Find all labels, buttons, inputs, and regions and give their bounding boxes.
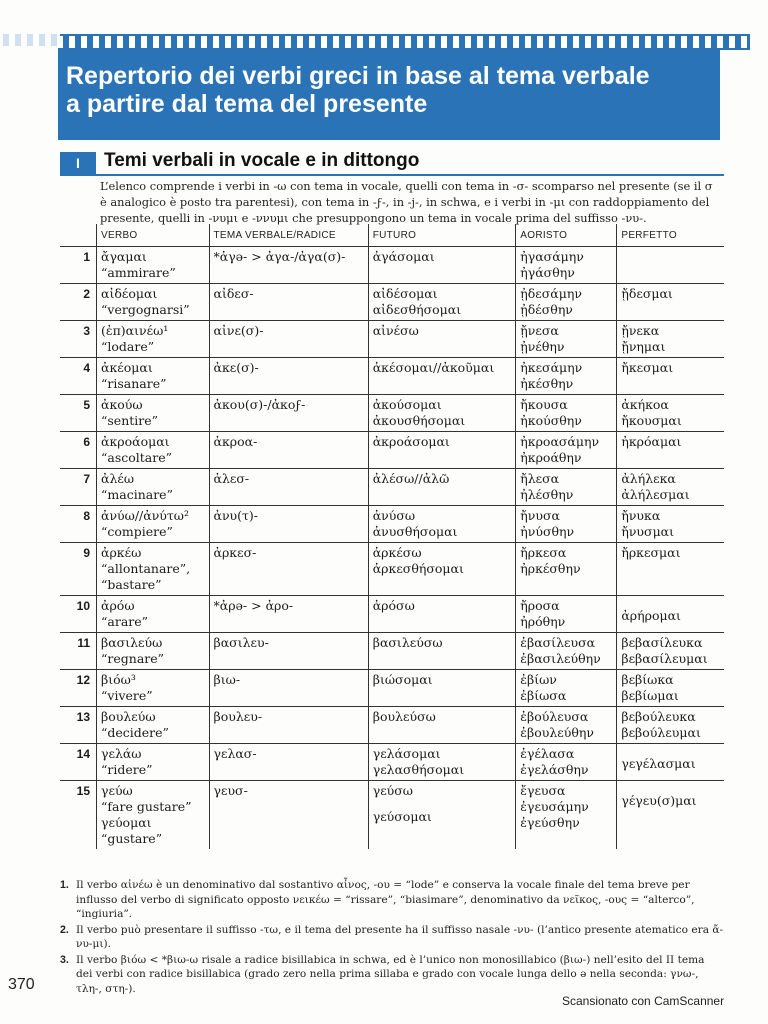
table-row <box>60 744 724 781</box>
cell-aoristo <box>516 284 617 321</box>
table-row <box>60 358 724 395</box>
cell-futuro <box>368 358 516 395</box>
cell-line: ἠρόθην <box>520 614 566 629</box>
cell-line: “lodare” <box>101 339 155 354</box>
cell-aoristo <box>516 707 617 744</box>
cell-line: βιόω³ <box>101 672 136 687</box>
cell-line: βεβασίλευμαι <box>621 651 708 666</box>
cell-tema <box>209 321 368 358</box>
cell-verbo <box>97 469 210 506</box>
section-number-badge: I <box>60 152 96 174</box>
cell-line: ἀκροάσομαι <box>372 434 450 449</box>
footnote <box>60 923 724 952</box>
table-row <box>60 469 724 506</box>
cell-line: ᾐδέσθην <box>520 302 573 317</box>
row-number: 2 <box>60 284 97 321</box>
cell-line: ἠκροάθην <box>520 450 582 465</box>
cell-line: “gustare” <box>101 831 163 846</box>
cell-line: ᾔνεσα <box>520 323 559 338</box>
cell-verbo <box>97 506 210 543</box>
cell-line: ᾔνημαι <box>621 339 666 354</box>
cell-line: αἰνε(σ)- <box>213 323 264 338</box>
cell-aoristo <box>516 358 617 395</box>
cell-line: βουλεύσω <box>372 709 436 724</box>
row-number: 10 <box>60 596 97 633</box>
cell-perfetto <box>617 506 724 543</box>
table-row <box>60 707 724 744</box>
table-row <box>60 596 724 633</box>
cell-line: γευσ- <box>213 783 248 798</box>
cell-line: ἀλέσω//ἀλῶ <box>372 471 450 486</box>
cell-perfetto <box>617 543 724 596</box>
verb-table <box>60 224 724 849</box>
table-row <box>60 321 724 358</box>
cell-line: ἠρκέσθην <box>520 561 581 576</box>
cell-perfetto <box>617 596 724 633</box>
table-header-cell: TEMA VERBALE/RADICE <box>209 224 368 247</box>
cell-aoristo <box>516 247 617 284</box>
footnote <box>60 878 724 922</box>
cell-line: ἐβουλεύθην <box>520 725 594 740</box>
cell-line: βεβασίλευκα <box>621 635 703 650</box>
row-number: 15 <box>60 781 97 850</box>
footnote-text: Il verbo βιόω < *βιω-ω risale a radice bisillabica in schwa, ed è l’unico non monosillabico (βιω-) nell’esito del II tema dei verbi con radice bisillabica (grado zero nella prima sillaba e grado con vocale lunga dello ə nella seconda: γνω-, τλη-, στη-). <box>76 953 705 995</box>
cell-line: βουλευ- <box>213 709 263 724</box>
cell-perfetto <box>617 744 724 781</box>
cell-line: γεύσω <box>372 783 413 798</box>
table-header-cell <box>60 224 97 247</box>
cell-line: ἀκέομαι <box>101 360 153 375</box>
cell-tema <box>209 596 368 633</box>
cell-spacer <box>621 783 720 793</box>
cell-line: ἀγάσομαι <box>372 249 435 264</box>
cell-perfetto <box>617 469 724 506</box>
table-row <box>60 284 724 321</box>
cell-line: βασιλευ- <box>213 635 269 650</box>
cell-futuro <box>368 633 516 670</box>
cell-line: “decidere” <box>101 725 169 740</box>
cell-line: “macinare” <box>101 487 173 502</box>
cell-line: γελάω <box>101 746 142 761</box>
cell-aoristo <box>516 321 617 358</box>
cell-line: ἀνύω//ἀνύτω² <box>101 508 190 523</box>
cell-line: ἀρήρομαι <box>621 608 681 623</box>
page-number: 370 <box>8 976 35 993</box>
cell-line: ἤνυκα <box>621 508 661 523</box>
cell-line: ἤνυσμαι <box>621 524 675 539</box>
cell-line: ἤροσα <box>520 598 560 613</box>
table-row <box>60 633 724 670</box>
cell-line: αἰδέσομαι <box>372 286 438 301</box>
cell-perfetto <box>617 633 724 670</box>
cell-aoristo <box>516 633 617 670</box>
cell-tema <box>209 744 368 781</box>
cell-line: ἐγευσάμην <box>520 799 589 814</box>
cell-aoristo <box>516 395 617 432</box>
cell-verbo <box>97 284 210 321</box>
footnote-number: 2. <box>60 923 69 936</box>
cell-line: *ἀγə- > ἀγα-/ἀγα(σ)- <box>213 249 346 264</box>
cell-line: “risanare” <box>101 376 167 391</box>
cell-line: αἰνέσω <box>372 323 419 338</box>
cell-line: ἠγασάμην <box>520 249 584 264</box>
cell-aoristo <box>516 469 617 506</box>
cell-line: βεβίωμαι <box>621 688 679 703</box>
cell-tema <box>209 469 368 506</box>
cell-aoristo <box>516 781 617 850</box>
cell-futuro <box>368 284 516 321</box>
banner-title-line2: a partire dal tema del presente <box>66 90 428 118</box>
cell-line: ἐγελάσθην <box>520 762 589 777</box>
cell-line: ἀνυ(τ)- <box>213 508 259 523</box>
meander-border-left <box>0 34 60 46</box>
cell-verbo <box>97 543 210 596</box>
cell-line: ἀνύσω <box>372 508 416 523</box>
table-row <box>60 432 724 469</box>
cell-spacer <box>373 799 512 809</box>
cell-tema <box>209 247 368 284</box>
cell-line: “regnare” <box>101 651 165 666</box>
cell-line: ᾐδεσάμην <box>520 286 582 301</box>
cell-line: ᾔνεκα <box>621 323 660 338</box>
row-number: 1 <box>60 247 97 284</box>
cell-futuro <box>368 543 516 596</box>
cell-line: ἀκήκοα <box>621 397 669 412</box>
cell-line: ἤκουσα <box>520 397 568 412</box>
banner-title-line1: Repertorio dei verbi greci in base al tema verbale <box>66 62 650 90</box>
cell-line: ἀκε(σ)- <box>213 360 259 375</box>
cell-line: “allontanare”, <box>101 561 191 576</box>
table-row <box>60 670 724 707</box>
cell-verbo <box>97 432 210 469</box>
cell-verbo <box>97 707 210 744</box>
cell-line: ἤκεσμαι <box>621 360 674 375</box>
cell-line: ἀρόσω <box>372 598 415 613</box>
cell-tema <box>209 670 368 707</box>
cell-line: ἀκου(σ)-/ἀκοϝ- <box>213 397 306 412</box>
cell-line: ἀκούσομαι <box>372 397 442 412</box>
cell-line: ἐγέλασα <box>520 746 575 761</box>
cell-line: ἠκούσθην <box>520 413 582 428</box>
cell-futuro <box>368 596 516 633</box>
cell-line: ἠκέσθην <box>520 376 574 391</box>
row-number: 8 <box>60 506 97 543</box>
cell-line: αἰδέομαι <box>101 286 158 301</box>
cell-line: ἀκούω <box>101 397 143 412</box>
table-row <box>60 395 724 432</box>
table-row <box>60 781 724 850</box>
cell-futuro <box>368 395 516 432</box>
cell-tema <box>209 543 368 596</box>
cell-line: ἀκέσομαι//ἀκοῦμαι <box>372 360 495 375</box>
cell-verbo <box>97 633 210 670</box>
cell-line: ἐβασιλεύθην <box>520 651 601 666</box>
cell-line: γεγέλασμαι <box>621 756 696 771</box>
cell-line: ἐβίωσα <box>520 688 567 703</box>
cell-perfetto <box>617 395 724 432</box>
cell-line: ᾐνέθην <box>520 339 565 354</box>
cell-line: γελασθήσομαι <box>372 762 465 777</box>
row-number: 14 <box>60 744 97 781</box>
cell-line: γεύομαι <box>101 815 152 830</box>
row-number: 7 <box>60 469 97 506</box>
cell-line: ἄγαμαι <box>101 249 147 264</box>
table-header-cell: VERBO <box>97 224 210 247</box>
table-row <box>60 247 724 284</box>
cell-perfetto <box>617 358 724 395</box>
cell-tema <box>209 432 368 469</box>
cell-line: ἀκουσθήσομαι <box>372 413 466 428</box>
cell-verbo <box>97 321 210 358</box>
row-number: 3 <box>60 321 97 358</box>
cell-line: ἤνυσα <box>520 508 560 523</box>
cell-perfetto <box>617 781 724 850</box>
cell-tema <box>209 781 368 850</box>
cell-spacer <box>621 598 720 608</box>
cell-line: ἀρκεσ- <box>213 545 257 560</box>
cell-tema <box>209 284 368 321</box>
cell-line: βασιλεύω <box>101 635 163 650</box>
cell-line: γεύσομαι <box>372 809 432 824</box>
cell-aoristo <box>516 432 617 469</box>
cell-futuro <box>368 321 516 358</box>
footnotes <box>60 878 724 997</box>
cell-aoristo <box>516 506 617 543</box>
cell-line: ἐβασίλευσα <box>520 635 596 650</box>
cell-line: ἀνυσθήσομαι <box>372 524 458 539</box>
cell-futuro <box>368 781 516 850</box>
scanner-watermark: Scansionato con CamScanner <box>562 994 725 1008</box>
footnote-text: Il verbo αἰνέω è un denominativo dal sostantivo αἶνος, -ου = “lode” e conserva la vocale finale del tema breve per influsso del verbo di significato opposto νεικέω = “rissare”, “biasimare”, denominativo da νεῖκος, -ους = “alterco”, “ingiuria”. <box>76 879 695 920</box>
cell-futuro <box>368 469 516 506</box>
cell-aoristo <box>516 543 617 596</box>
table-row <box>60 506 724 543</box>
cell-line: ἠκροασάμην <box>520 434 600 449</box>
cell-futuro <box>368 744 516 781</box>
row-number: 13 <box>60 707 97 744</box>
cell-line: ἤλεσα <box>520 471 560 486</box>
cell-line: ἀρκέω <box>101 545 142 560</box>
cell-tema <box>209 506 368 543</box>
cell-line: “ammirare” <box>101 265 176 280</box>
cell-line: ἠλέσθην <box>520 487 574 502</box>
table-row <box>60 543 724 596</box>
cell-line: ἤρκεσμαι <box>621 545 681 560</box>
cell-line: “sentire” <box>101 413 159 428</box>
row-number: 6 <box>60 432 97 469</box>
chapter-banner <box>58 48 720 140</box>
cell-line: “compiere” <box>101 524 173 539</box>
section-rule <box>60 174 724 176</box>
cell-line: γελασ- <box>213 746 257 761</box>
footnote-number: 3. <box>60 953 69 966</box>
cell-line: “bastare” <box>101 577 162 592</box>
cell-line: ἀρκεσθήσομαι <box>372 561 464 576</box>
cell-perfetto <box>617 670 724 707</box>
cell-line: ἀκροα- <box>213 434 258 449</box>
cell-futuro <box>368 247 516 284</box>
row-number: 11 <box>60 633 97 670</box>
row-number: 5 <box>60 395 97 432</box>
cell-line: “vergognarsi” <box>101 302 190 317</box>
cell-line: ἀλήλεκα <box>621 471 676 486</box>
cell-perfetto <box>617 707 724 744</box>
cell-line: ἀρκέσω <box>372 545 422 560</box>
cell-verbo <box>97 670 210 707</box>
cell-verbo <box>97 744 210 781</box>
cell-verbo <box>97 781 210 850</box>
cell-perfetto <box>617 284 724 321</box>
table-header-cell: PERFETTO <box>617 224 724 247</box>
row-number: 12 <box>60 670 97 707</box>
cell-line: ἐγεύσθην <box>520 815 580 830</box>
row-number: 9 <box>60 543 97 596</box>
footnote-text: Il verbo può presentare il suffisso -τω, e il tema del presente ha il suffisso nasale -νυ- (l’antico presente atematico era ἄ-νυ-μι). <box>76 923 724 950</box>
cell-perfetto <box>617 247 724 284</box>
cell-verbo <box>97 247 210 284</box>
cell-futuro <box>368 432 516 469</box>
cell-line: ἐβούλευσα <box>520 709 589 724</box>
cell-line: ἀλέω <box>101 471 135 486</box>
cell-line: ἀρόω <box>101 598 135 613</box>
row-number: 4 <box>60 358 97 395</box>
cell-perfetto <box>617 432 724 469</box>
footnote-number: 1. <box>60 879 69 891</box>
cell-line: *ἀρə- > ἀρο- <box>213 598 294 613</box>
cell-line: ἤρκεσα <box>520 545 567 560</box>
cell-perfetto <box>617 321 724 358</box>
cell-aoristo <box>516 670 617 707</box>
cell-line: “vivere” <box>101 688 153 703</box>
cell-line: ἠκεσάμην <box>520 360 583 375</box>
cell-tema <box>209 358 368 395</box>
table-body <box>60 247 724 850</box>
cell-aoristo <box>516 596 617 633</box>
cell-line: ἠκρόαμαι <box>621 434 682 449</box>
cell-line: αἰδεσθήσομαι <box>372 302 462 317</box>
cell-line: ἤκουσμαι <box>621 413 682 428</box>
cell-line: “arare” <box>101 614 149 629</box>
cell-line: βεβούλευμαι <box>621 725 701 740</box>
cell-line: γεύω <box>101 783 133 798</box>
cell-line: γέγευ(σ)μαι <box>621 793 697 808</box>
cell-line: ᾔδεσμαι <box>621 286 673 301</box>
cell-line: “ascoltare” <box>101 450 173 465</box>
cell-futuro <box>368 707 516 744</box>
cell-line: βεβίωκα <box>621 672 674 687</box>
cell-line: βιω- <box>213 672 241 687</box>
cell-aoristo <box>516 744 617 781</box>
cell-line: “ridere” <box>101 762 153 777</box>
cell-futuro <box>368 670 516 707</box>
cell-tema <box>209 395 368 432</box>
table-header-cell: FUTURO <box>368 224 516 247</box>
section-title: Temi verbali in vocale e in dittongo <box>104 150 420 171</box>
section-intro: L’elenco comprende i verbi in -ω con tema in vocale, quelli con tema in -σ- scomparso nel presente (se il σ è analogico è posto tra parentesi), con tema in -ϝ-, in -j-, in schwa, e i verbi in -μι con raddoppiamento del presente, quelli in -νυμι e -ννυμι che presuppongono un tema in vocale prima del suffisso -νυ-. <box>100 179 713 225</box>
cell-line: βεβούλευκα <box>621 709 696 724</box>
cell-verbo <box>97 358 210 395</box>
cell-line: ἀλήλεσμαι <box>621 487 690 502</box>
cell-verbo <box>97 596 210 633</box>
cell-line: γελάσομαι <box>372 746 441 761</box>
cell-tema <box>209 707 368 744</box>
cell-line: βουλεύω <box>101 709 156 724</box>
cell-line: ἠγάσθην <box>520 265 575 280</box>
footnote <box>60 953 724 997</box>
cell-line: ἔγευσα <box>520 783 566 798</box>
cell-line: βιώσομαι <box>372 672 433 687</box>
cell-line: ἠνύσθην <box>520 524 575 539</box>
cell-tema <box>209 633 368 670</box>
table-header-row <box>60 224 724 247</box>
cell-verbo <box>97 395 210 432</box>
cell-line: βασιλεύσω <box>372 635 443 650</box>
table-header-cell: AORISTO <box>516 224 617 247</box>
cell-spacer <box>621 746 720 756</box>
cell-line: (ἐπ)αινέω¹ <box>101 323 169 338</box>
cell-line: ἐβίων <box>520 672 557 687</box>
cell-line: ἀκροάομαι <box>101 434 170 449</box>
cell-line: ἀλεσ- <box>213 471 250 486</box>
cell-line: αἰδεσ- <box>213 286 254 301</box>
cell-line: “fare gustare” <box>101 799 192 814</box>
cell-futuro <box>368 506 516 543</box>
